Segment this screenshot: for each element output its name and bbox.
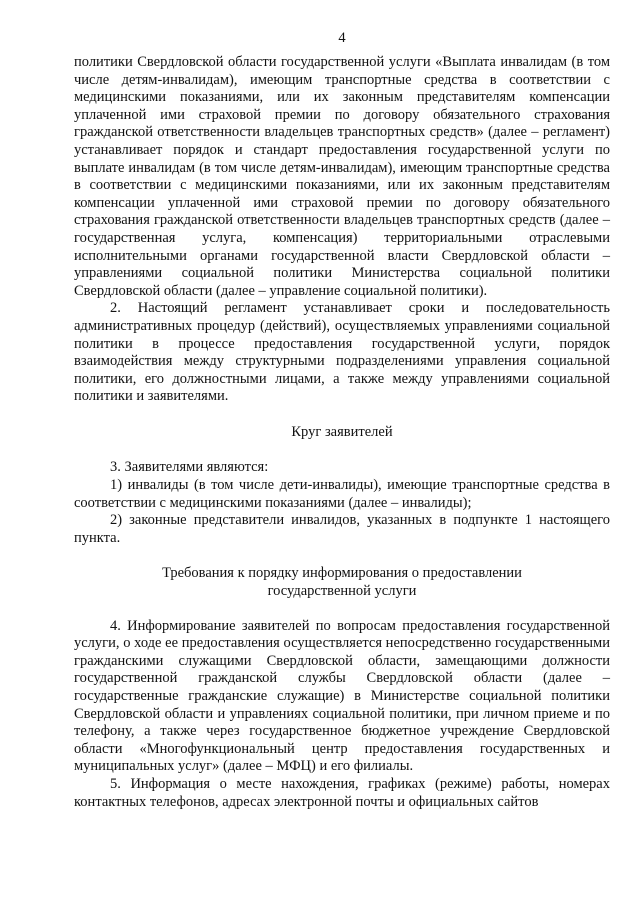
paragraph-4: 4. Информирование заявителей по вопросам предоставления государственной услуги, о ходе ее предоставления осуществляется непосредственно государственными гражданскими служащими Свердловской области, замещающими должности государственной гражданской службы Свердловской области (далее – государственные гражданские служащие) в Министерстве социальной политики Свердловской области и управлениях социальной политики, при личном приеме и по телефону, а также через государственное бюджетное учреждение Свердловской области «Многофункциональный центр предоставления государственных и муниципальных услуг» (далее – МФЦ) и его филиалы. — [74, 617, 610, 775]
paragraph-5: 5. Информация о месте нахождения, графиках (режиме) работы, номерах контактных телефонов, адресах электронной почты и официальных сайтов — [74, 775, 610, 810]
section-heading-informing-line-2: государственной услуги — [267, 583, 417, 600]
spacer — [74, 406, 610, 424]
paragraph-3-item-2: 2) законные представители инвалидов, указанных в подпункте 1 настоящего пункта. — [74, 512, 610, 546]
document-page — [74, 30, 610, 811]
spacer — [74, 601, 610, 618]
paragraph-3-item-1: 1) инвалиды (в том числе дети-инвалиды), имеющие транспортные средства в соответствии с медицинскими показаниями (далее – инвалиды); — [74, 477, 610, 511]
spacer — [74, 441, 610, 459]
section-heading-informing-line-1: Требования к порядку информирования о предоставлении — [162, 565, 522, 582]
paragraph-intro: политики Свердловской области государственной услуги «Выплата инвалидам (в том числе детям-инвалидам), имеющим транспортные средства в соответствии с медицинскими показаниями, или их законным представителям компенсации уплаченной ими страховой премии по договору обязательного страхования гражданской ответственности владельцев транспортных средств» (далее – регламент) устанавливает порядок и стандарт предоставления государственной услуги по выплате инвалидам (в том числе детям-инвалидам), имеющим транспортные средства в соответствии с медицинскими показаниями, или их законным представителям компенсации уплаченной ими страховой премии по договору обязательного страхования гражданской ответственности владельцев транспортных средств (далее – государственная услуга, компенсация) территориальными отраслевыми исполнительными органами государственной власти Свердловской области – управлениями социальной политики Министерства социальной политики Свердловской области (далее – управление социальной политики). — [74, 54, 610, 299]
section-heading-applicants: Круг заявителей — [291, 423, 393, 440]
paragraph-2: 2. Настоящий регламент устанавливает сроки и последовательность административных процедур (действий), осуществляемых управлениями социальной политики в процессе предоставления государственной услуги, порядок взаимодействия между структурными подразделениями управления социальной политики, его должностными лицами, а также между управлениями социальной политики и заявителями. — [74, 300, 610, 405]
paragraph-3: 3. Заявителями являются: — [110, 459, 269, 476]
page-number: 4 — [338, 30, 346, 46]
spacer — [74, 547, 610, 565]
